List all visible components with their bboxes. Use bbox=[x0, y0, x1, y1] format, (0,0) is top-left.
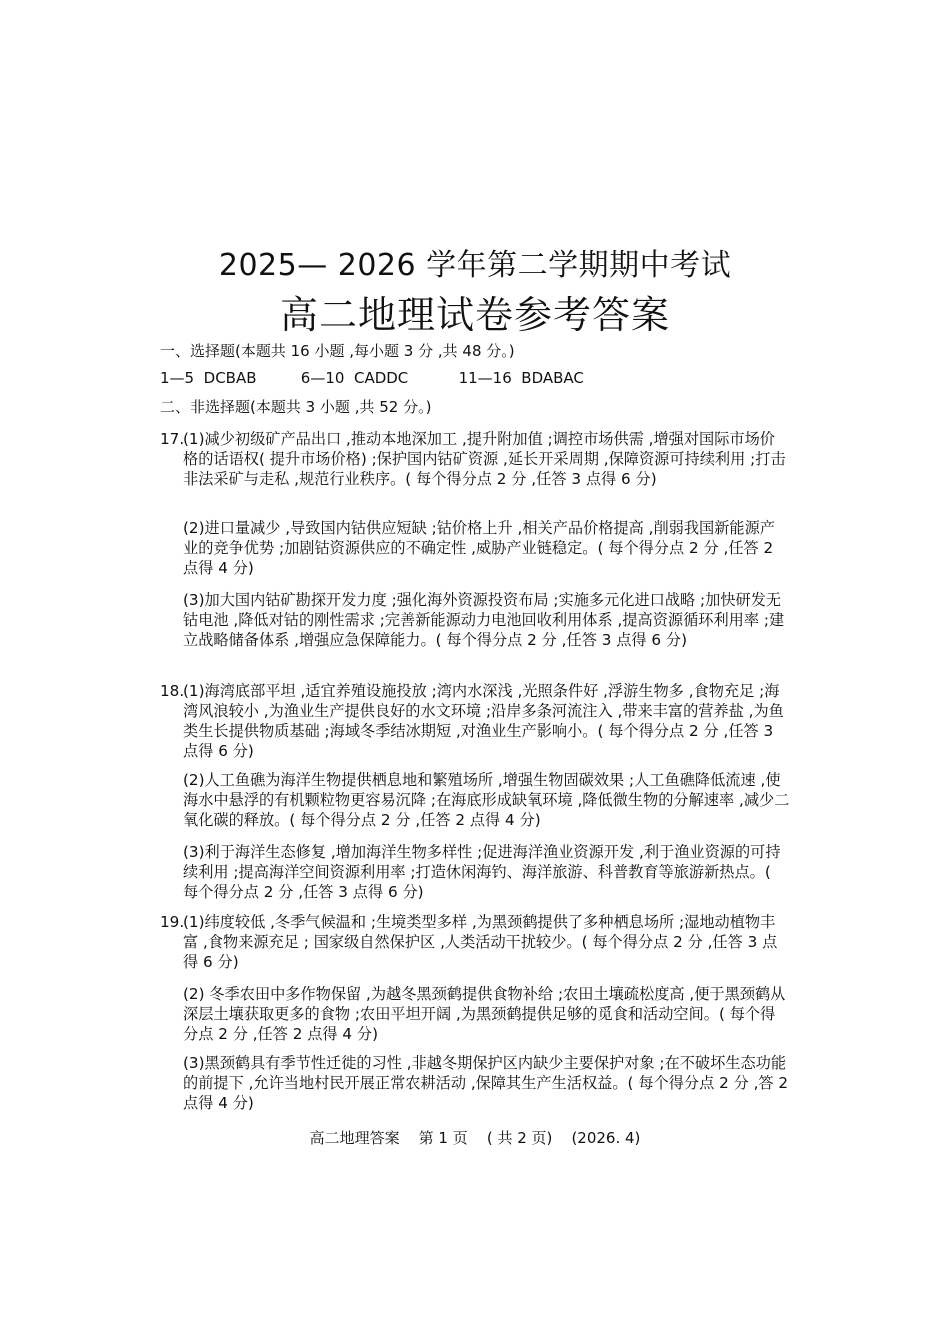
answer-part-1: (1)纬度较低 ,冬季气候温和 ;生境类型多样 ,为黑颈鹤提供了多种栖息场所 ;湿地动植物丰富 ,食物来源充足 ; 国家级自然保护区 ,人类活动干扰较少。( 每个得分点 2 分 ,任答 3 点得 6 分) bbox=[183, 913, 778, 971]
q18-answer-part-3: (3)利于海洋生态修复 ,增加海洋生物多样性 ;促进海洋渔业资源开发 ,利于渔业资源的可持续利用 ;提高海洋空间资源利用率 ;打造休闲海钓、海洋旅游、科普教育等旅游新热点。( 每个得分点 2 分 ,任答 3 点得 6 分) bbox=[183, 843, 781, 901]
question-19 bbox=[160, 912, 790, 972]
question-number: 17. bbox=[160, 430, 185, 448]
section2-header: 二、非选择题(本题共 3 小题 ,共 52 分。) bbox=[160, 398, 432, 416]
q19-answer-part-3: (3)黑颈鹤具有季节性迁徙的习性 ,非越冬期保护区内缺少主要保护对象 ;在不破坏生态功能的前提下 ,允许当地村民开展正常农耕活动 ,保障其生产生活权益。( 每个得分点 2 分 ,答 2 点得 4 分) bbox=[183, 1054, 789, 1112]
q17-answer-part-3: (3)加大国内钴矿勘探开发力度 ;强化海外资源投资布局 ;实施多元化进口战略 ;加快研发无钴电池 ,降低对钴的刚性需求 ;完善新能源动力电池回收利用体系 ,提高资源循环利用率 ;建立战略储备体系 ,增强应急保障能力。( 每个得分点 2 分 ,任答 3 点得 6 分) bbox=[183, 591, 785, 649]
answer-part-1: (1)减少初级矿产品出口 ,推动本地深加工 ,提升附加值 ;调控市场供需 ,增强对国际市场价格的话语权( 提升市场价格) ;保护国内钴矿资源 ,延长开采周期 ,保障资源可持续利用 ;打击非法采矿与走私 ,规范行业秩序。( 每个得分点 2 分 ,任答 3 点得 6 分) bbox=[183, 430, 786, 488]
q19-answer-part-2: (2) 冬季农田中多作物保留 ,为越冬黑颈鹤提供食物补给 ;农田土壤疏松度高 ,便于黑颈鹤从深层土壤获取更多的食物 ;农田平坦开阔 ,为黑颈鹤提供足够的觅食和活动空间。( 每个得分点 2 分 ,任答 2 点得 4 分) bbox=[183, 985, 786, 1043]
answer-letters: BDABAC bbox=[521, 369, 584, 387]
question-number: 19. bbox=[160, 913, 185, 931]
answer-range: 6—10 bbox=[300, 369, 345, 387]
q18-answer-part-2: (2)人工鱼礁为海洋生物提供栖息地和繁殖场所 ,增强生物固碳效果 ;人工鱼礁降低流速 ,使海水中悬浮的有机颗粒物更容易沉降 ;在海底形成缺氧环境 ,降低微生物的分解速率 ,减少二氧化碳的释放。( 每个得分点 2 分 ,任答 2 点得 4 分) bbox=[183, 771, 790, 829]
answer-part-1: (1)海湾底部平坦 ,适宜养殖设施投放 ;湾内水深浅 ,光照条件好 ,浮游生物多 ,食物充足 ;海湾风浪较小 ,为渔业生产提供良好的水文环境 ;沿岸多条河流注入 ,带来丰富的营养盐 ,为鱼类生长提供物质基础 ;海域冬季结冰期短 ,对渔业生产影响小。( 每个得分点 2 分 ,任答 3 点得 6 分) bbox=[183, 682, 784, 760]
answer-range: 1—5 bbox=[160, 369, 195, 387]
document-title: 高二地理试卷参考答案 bbox=[279, 293, 670, 337]
question-17 bbox=[160, 429, 790, 489]
answer-letters: CADDC bbox=[353, 369, 409, 387]
question-18 bbox=[160, 681, 790, 761]
answer-group-1 bbox=[160, 367, 296, 389]
answer-group-2 bbox=[301, 367, 454, 389]
answer-range: 11—16 bbox=[458, 369, 512, 387]
q17-answer-part-2: (2)进口量减少 ,导致国内钴供应短缺 ;钴价格上升 ,相关产品价格提高 ,削弱我国新能源产业的竞争优势 ;加剧钴资源供应的不确定性 ,威胁产业链稳定。( 每个得分点 2 分 ,任答 2 点得 4 分) bbox=[183, 519, 775, 577]
question-number: 18. bbox=[160, 682, 185, 700]
answer-letters: DCBAB bbox=[203, 369, 257, 387]
multiple-choice-answers bbox=[160, 367, 584, 389]
section1-header: 一、选择题(本题共 16 小题 ,每小题 3 分 ,共 48 分。) bbox=[160, 342, 515, 360]
exam-title: 2025— 2026 学年第二学期期中考试 bbox=[218, 248, 732, 283]
answer-group-3 bbox=[459, 367, 584, 389]
page-footer: 高二地理答案 第 1 页 ( 共 2 页) (2026. 4) bbox=[309, 1129, 641, 1147]
